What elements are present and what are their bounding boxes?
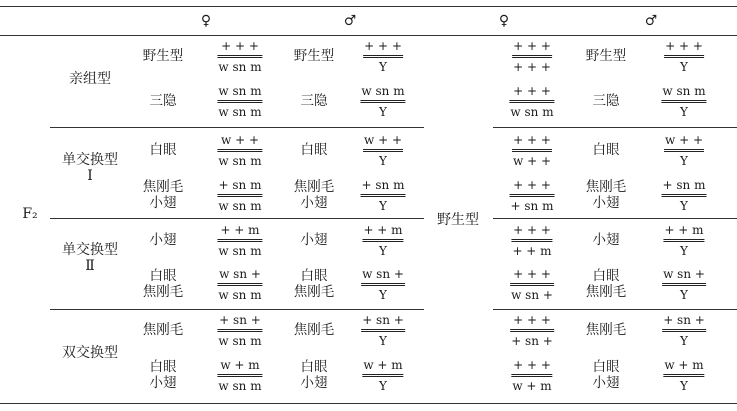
male-genotype-right-denominator: Y: [680, 154, 688, 168]
female-genotype-right-double-bar: [510, 194, 555, 197]
female-genotype-left-denominator: w sn m: [218, 60, 262, 74]
male-phenotype-right: 焦刚毛: [585, 179, 627, 195]
female-genotype-left-denominator: w sn m: [218, 199, 262, 213]
female-phenotype-left: 白眼: [149, 268, 177, 284]
header-female-left: ♀: [200, 13, 212, 29]
male-genotype-left-numerator: w + +: [363, 133, 403, 147]
female-genotype-left-numerator: w sn m: [218, 84, 262, 98]
male-genotype-left-numerator: w sn +: [362, 267, 404, 281]
male-genotype-left-double-bar: [360, 100, 405, 103]
female-genotype-left-numerator: w + +: [220, 133, 260, 147]
male-genotype-right-denominator: Y: [680, 379, 688, 393]
male-genotype-left-double-bar: [361, 283, 405, 286]
female-genotype-right: [510, 268, 554, 302]
male-genotype-left: [361, 314, 405, 348]
male-genotype-left-denominator: Y: [379, 154, 387, 168]
male-genotype-right-denominator: Y: [680, 60, 688, 74]
female-genotype-right: [510, 314, 554, 348]
female-phenotype-left: 白眼: [149, 359, 177, 375]
female-genotype-left: [217, 40, 262, 74]
female-genotype-left-double-bar: [217, 283, 262, 286]
female-genotype-right-denominator: w sn +: [511, 288, 553, 302]
female-genotype-right-double-bar: [511, 239, 552, 242]
female-genotype-left-double-bar: [217, 329, 262, 332]
female-genotype-right: [511, 224, 552, 258]
female-phenotype-left: 三隐: [149, 93, 177, 109]
male-genotype-right-double-bar: [662, 194, 707, 197]
female-phenotype-left: 白眼: [149, 142, 177, 158]
male-genotype-left: [363, 40, 403, 74]
male-genotype-right-denominator: Y: [680, 105, 688, 119]
male-phenotype-right-line2: 小翅: [592, 195, 620, 211]
female-genotype-left-denominator: w sn m: [218, 288, 262, 302]
male-genotype-left: [363, 134, 403, 168]
male-genotype-left-denominator: Y: [379, 105, 387, 119]
group-separator-right: [493, 309, 737, 310]
female-phenotype-left-line2: 小翅: [149, 375, 177, 391]
male-genotype-right-denominator: Y: [680, 334, 688, 348]
female-genotype-right-denominator: + sn +: [511, 334, 553, 348]
male-phenotype-left: 白眼: [300, 142, 328, 158]
male-genotype-left-numerator: + + m: [363, 223, 403, 237]
group-separator-left: [50, 218, 424, 219]
female-genotype-right-double-bar: [512, 55, 552, 58]
male-phenotype-right: 野生型: [585, 48, 627, 64]
male-genotype-left: [362, 224, 403, 258]
male-phenotype-left: 白眼: [300, 359, 328, 375]
male-genotype-right: [664, 40, 704, 74]
male-genotype-left-numerator: + + +: [364, 39, 402, 53]
male-genotype-right-numerator: w + m: [664, 358, 704, 372]
female-genotype-right-numerator: + + +: [513, 223, 551, 237]
male-phenotype-left: 焦刚毛: [293, 179, 335, 195]
male-genotype-left-denominator: Y: [379, 379, 387, 393]
male-genotype-right-denominator: Y: [680, 199, 688, 213]
female-genotype-right-double-bar: [510, 329, 554, 332]
group-label: 双交换型: [62, 345, 118, 361]
group-label: 亲组型: [69, 71, 111, 87]
male-genotype-right-double-bar: [664, 55, 704, 58]
male-phenotype-right: 三隐: [592, 93, 620, 109]
male-genotype-right-double-bar: [663, 374, 704, 377]
male-phenotype-right-line2: 小翅: [592, 375, 620, 391]
male-genotype-left-denominator: Y: [379, 199, 387, 213]
male-genotype-left-denominator: Y: [379, 288, 387, 302]
female-genotype-left-denominator: w sn m: [218, 379, 262, 393]
male-phenotype-right: 白眼: [592, 142, 620, 158]
female-genotype-right: [509, 85, 554, 119]
header-male-left: ♂: [343, 13, 357, 29]
female-genotype-right-numerator: + + +: [513, 39, 551, 53]
male-genotype-right-double-bar: [664, 149, 704, 152]
female-genotype-left: [217, 179, 262, 213]
female-genotype-right-numerator: + + +: [513, 267, 551, 281]
female-genotype-left-double-bar: [217, 194, 262, 197]
female-genotype-left-denominator: w sn m: [218, 105, 262, 119]
female-genotype-left-double-bar: [217, 149, 262, 152]
male-phenotype-right-line2: 焦刚毛: [585, 284, 627, 300]
female-phenotype-left: 野生型: [142, 48, 184, 64]
male-genotype-right: [662, 268, 706, 302]
female-genotype-left: [217, 224, 262, 258]
male-phenotype-left: 白眼: [300, 268, 328, 284]
male-genotype-right-double-bar: [661, 100, 706, 103]
female-genotype-left-double-bar: [217, 374, 262, 377]
female-genotype-left-numerator: + sn m: [218, 178, 262, 192]
group-separator-left: [50, 309, 424, 310]
male-genotype-left: [362, 359, 403, 393]
female-genotype-left-numerator: + sn +: [219, 313, 261, 327]
male-genotype-right-numerator: + + m: [664, 223, 704, 237]
female-genotype-right-double-bar: [510, 283, 554, 286]
male-genotype-right-numerator: w + +: [664, 133, 704, 147]
female-genotype-left-double-bar: [217, 55, 262, 58]
female-genotype-left: [217, 85, 262, 119]
male-phenotype-left: 三隐: [300, 93, 328, 109]
group-label: 单交换型: [62, 242, 118, 258]
female-genotype-left-numerator: w + m: [220, 358, 260, 372]
male-genotype-right: [663, 359, 704, 393]
male-genotype-left-numerator: + sn m: [361, 178, 405, 192]
male-genotype-right-denominator: Y: [680, 288, 688, 302]
female-genotype-left: [217, 359, 262, 393]
female-genotype-right: [512, 40, 552, 74]
female-genotype-right-denominator: + + +: [513, 60, 551, 74]
male-genotype-right-double-bar: [663, 239, 704, 242]
male-genotype-left-denominator: Y: [379, 334, 387, 348]
male-phenotype-right: 白眼: [592, 359, 620, 375]
female-genotype-left-double-bar: [217, 100, 262, 103]
female-genotype-right-double-bar: [512, 149, 552, 152]
female-genotype-right-numerator: + + +: [513, 313, 551, 327]
male-genotype-left-denominator: Y: [379, 60, 387, 74]
male-genotype-left-double-bar: [363, 55, 403, 58]
header-rule: [0, 35, 737, 36]
male-genotype-right-numerator: w sn +: [663, 267, 705, 281]
female-genotype-left: [217, 314, 262, 348]
female-phenotype-left-line2: 焦刚毛: [142, 284, 184, 300]
male-genotype-right-numerator: + sn m: [662, 178, 706, 192]
group-label-numeral: Ⅰ: [87, 168, 93, 184]
female-genotype-right-numerator: + + +: [513, 84, 551, 98]
male-genotype-left-double-bar: [362, 374, 403, 377]
male-genotype-left: [361, 268, 405, 302]
male-genotype-left-double-bar: [362, 239, 403, 242]
female-genotype-right: [510, 179, 555, 213]
male-genotype-left: [361, 179, 406, 213]
female-genotype-right-denominator: w sn m: [510, 105, 554, 119]
group-separator-right: [493, 127, 737, 128]
male-genotype-left-double-bar: [361, 194, 406, 197]
male-phenotype-left: 焦刚毛: [293, 322, 335, 338]
male-genotype-left: [360, 85, 405, 119]
male-genotype-left-double-bar: [361, 329, 405, 332]
male-phenotype-right: 小翅: [592, 232, 620, 248]
female-phenotype-left: 焦刚毛: [142, 179, 184, 195]
male-genotype-right: [662, 314, 706, 348]
female-genotype-left-numerator: + + m: [220, 223, 260, 237]
female-genotype-right-denominator: + sn m: [510, 199, 554, 213]
female-phenotype-left: 焦刚毛: [142, 322, 184, 338]
female-genotype-right: [512, 134, 552, 168]
female-phenotype-left-line2: 小翅: [149, 195, 177, 211]
male-genotype-right: [663, 224, 704, 258]
female-genotype-left-denominator: w sn m: [218, 154, 262, 168]
male-phenotype-left-line2: 小翅: [300, 375, 328, 391]
group-label-numeral: Ⅱ: [85, 258, 95, 274]
male-genotype-left-numerator: w sn m: [361, 84, 405, 98]
female-genotype-right-denominator: + + m: [512, 244, 552, 258]
male-phenotype-left-line2: 焦刚毛: [293, 284, 335, 300]
male-phenotype-left: 小翅: [300, 232, 328, 248]
female-genotype-right: [511, 359, 552, 393]
male-genotype-right-double-bar: [662, 329, 706, 332]
group-separator-right: [493, 218, 737, 219]
female-genotype-right-double-bar: [511, 374, 552, 377]
female-genotype-left: [217, 134, 262, 168]
female-genotype-left-denominator: w sn m: [218, 334, 262, 348]
male-genotype-right: [662, 179, 707, 213]
group-separator-left: [50, 127, 424, 128]
female-phenotype-left: 小翅: [149, 232, 177, 248]
male-genotype-left-numerator: w + m: [363, 358, 403, 372]
group-label: 单交换型: [62, 152, 118, 168]
male-phenotype-right: 焦刚毛: [585, 322, 627, 338]
male-genotype-right-numerator: + sn +: [663, 313, 705, 327]
male-genotype-right: [661, 85, 706, 119]
female-genotype-left-double-bar: [217, 239, 262, 242]
male-genotype-right-denominator: Y: [680, 244, 688, 258]
female-genotype-left-numerator: w sn +: [219, 267, 261, 281]
male-genotype-left-double-bar: [363, 149, 403, 152]
wild-type-label: 野生型: [437, 212, 479, 228]
header-female-right: ♀: [498, 13, 510, 29]
female-genotype-right-double-bar: [509, 100, 554, 103]
male-phenotype-right: 白眼: [592, 268, 620, 284]
male-phenotype-left: 野生型: [293, 48, 335, 64]
male-genotype-right-numerator: w sn m: [662, 84, 706, 98]
female-genotype-left: [217, 268, 262, 302]
female-genotype-right-denominator: w + +: [512, 154, 552, 168]
f2-label: F₂: [22, 206, 38, 222]
female-genotype-right-numerator: + + +: [513, 178, 551, 192]
female-genotype-right-numerator: + + +: [513, 358, 551, 372]
male-genotype-left-denominator: Y: [379, 244, 387, 258]
female-genotype-right-numerator: + + +: [513, 133, 551, 147]
male-genotype-right-numerator: + + +: [665, 39, 703, 53]
male-genotype-right: [664, 134, 704, 168]
female-genotype-left-denominator: w sn m: [218, 244, 262, 258]
top-rule: [0, 6, 737, 7]
header-male-right: ♂: [644, 13, 658, 29]
female-genotype-right-denominator: w + m: [512, 379, 552, 393]
male-genotype-left-numerator: + sn +: [362, 313, 404, 327]
bottom-rule: [0, 403, 737, 404]
female-genotype-left-numerator: + + +: [221, 39, 259, 53]
male-phenotype-left-line2: 小翅: [300, 195, 328, 211]
male-genotype-right-double-bar: [662, 283, 706, 286]
